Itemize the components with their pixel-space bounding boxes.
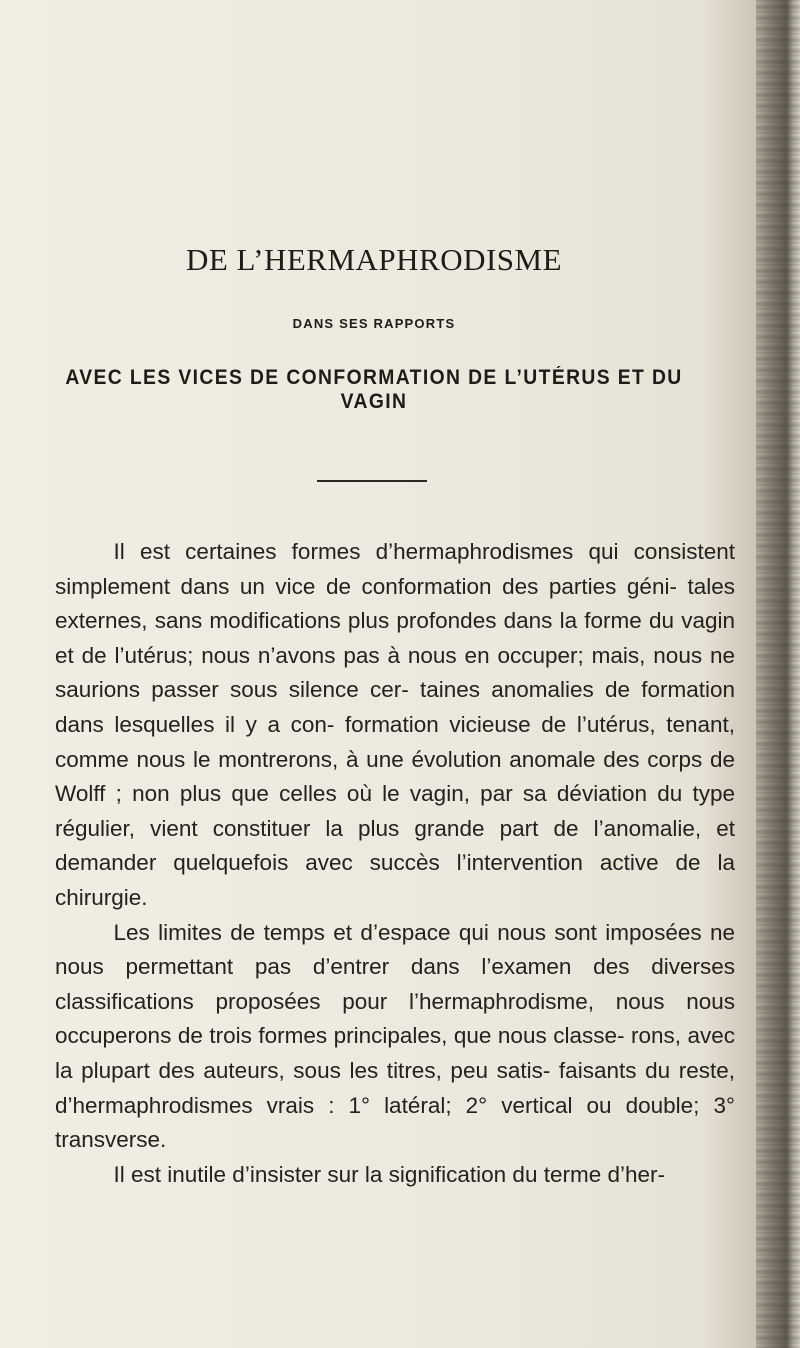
body-text bbox=[55, 535, 735, 1192]
paragraph-3: Il est inutile d’insister sur la signification du terme d’her- bbox=[113, 1161, 665, 1187]
page-binding-edge bbox=[756, 0, 800, 1348]
page-title: DE L’HERMAPHRODISME bbox=[185, 242, 563, 277]
paragraph-2: Les limites de temps et d’espace qui nous sont imposées ne nous permettant pas d’entrer dans l’examen des diverses classifications proposées pour l’hermaphrodisme, nous nous occuperons de trois formes principales, que nous classe- rons, avec la plupart des auteurs, sous les titres, peu satis- faisants du reste, d’hermaphrodismes vrais : 1° latéral; 2° vertical ou double; 3° transverse. bbox=[55, 919, 735, 1153]
title-divider-rule bbox=[317, 480, 427, 482]
paragraph-1: Il est certaines formes d’hermaphrodismes qui consistent simplement dans un vice de conformation des parties géni- tales externes, sans modifications plus profondes dans la forme du vagin et de l’utérus; nous n’avons pas à nous en occuper; mais, nous ne saurions passer sous silence cer- taines anomalies de formation dans lesquelles il y a con- formation vicieuse de l’utérus, tenant, comme nous le montrerons, à une évolution anomale des corps de Wolff ; non plus que celles où le vagin, par sa déviation du type régulier, vient constituer la plus grande part de l’anomalie, et demander quelquefois avec succès l’intervention active de la chirurgie. bbox=[55, 539, 735, 910]
page-subtitle-line2: AVEC LES VICES DE CONFORMATION DE L’UTÉRUS ET DU VAGIN bbox=[65, 366, 683, 413]
page-subtitle: DANS SES RAPPORTS bbox=[292, 316, 456, 331]
